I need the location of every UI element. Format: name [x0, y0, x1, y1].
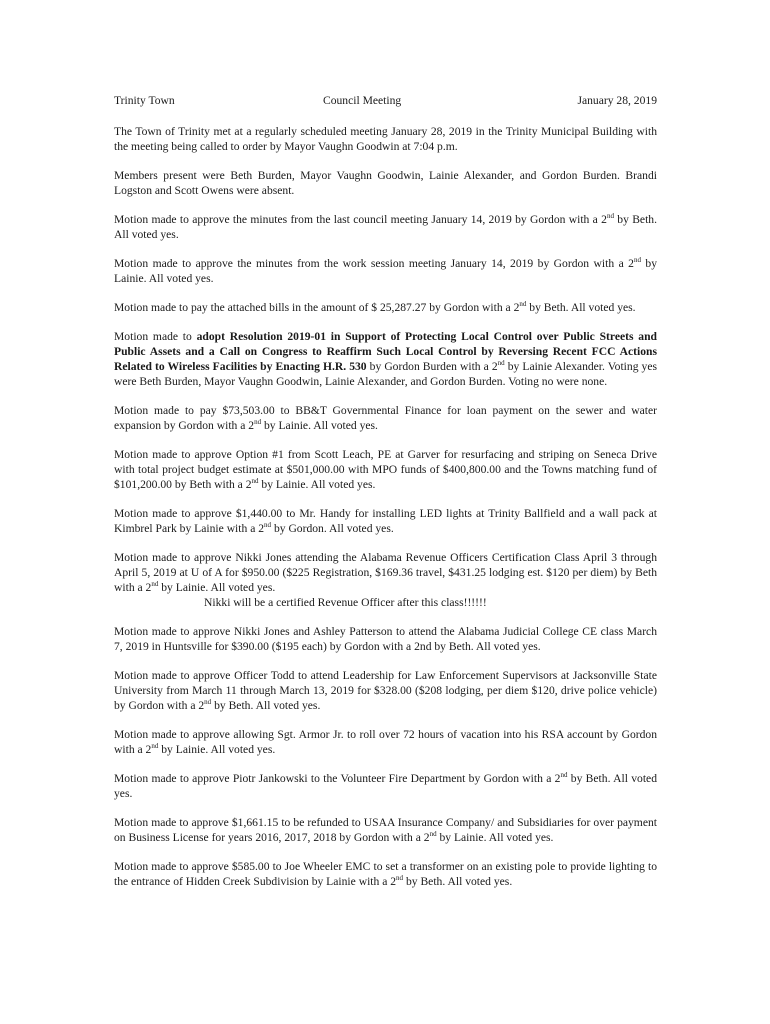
- paragraph-motion-revenue-class: Motion made to approve Nikki Jones attending the Alabama Revenue Officers Certification Class April 3 through April 5, 2019 at U of A for $950.00 ($225 Registration, $169.36 travel, $431.25 lodging est. $120 per diem) by Beth with a 2nd by Lainie. All voted yes. Nikki will be a certified Revenue Officer after this class!!!!!!: [114, 551, 657, 609]
- paragraph-motion-resolution: Motion made to adopt Resolution 2019-01 in Support of Protecting Local Control over Public Streets and Public Assets and a Call on Congress to Reaffirm Such Local Control by Reversing Recent FCC Actions Related to Wireless Facilities by Enacting H.R. 530 by Gordon Burden with a 2nd by Lainie Alexander. Voting yes were Beth Burden, Mayor Vaughn Goodwin, Lainie Alexander, and Gordon Burden. Voting no were none.: [114, 330, 657, 388]
- paragraph-motion-seneca-drive: Motion made to approve Option #1 from Scott Leach, PE at Garver for resurfacing and striping on Seneca Drive with total project budget estimate at $501,000.00 with MPO funds of $400,800.00 and the Towns matching fund of $101,200.00 by Beth with a 2nd by Lainie. All voted yes.: [114, 448, 657, 491]
- paragraph-motion-vacation-rollover: Motion made to approve allowing Sgt. Armor Jr. to roll over 72 hours of vacation into his RSA account by Gordon with a 2nd by Lainie. All voted yes.: [114, 728, 657, 756]
- paragraph-motion-led-lights: Motion made to approve $1,440.00 to Mr. Handy for installing LED lights at Trinity Ballfield and a wall pack at Kimbrel Park by Lainie with a 2nd by Gordon. All voted yes.: [114, 507, 657, 535]
- paragraph-motion-loan-payment: Motion made to pay $73,503.00 to BB&T Governmental Finance for loan payment on the sewer and water expansion by Gordon with a 2nd by Lainie. All voted yes.: [114, 404, 657, 432]
- header-town: Trinity Town: [114, 94, 175, 107]
- paragraph-motion-minutes-council: Motion made to approve the minutes from the last council meeting January 14, 2019 by Gordon with a 2nd by Beth. All voted yes.: [114, 212, 657, 241]
- header-meeting: Council Meeting: [322, 94, 402, 107]
- revenue-officer-note: Nikki will be a certified Revenue Officer after this class!!!!!!: [204, 596, 487, 609]
- paragraph-motion-usaa-refund: Motion made to approve $1,661.15 to be refunded to USAA Insurance Company/ and Subsidiaries for over payment on Business License for years 2016, 2017, 2018 by Gordon with a 2nd by Lainie. All voted yes.: [114, 816, 657, 844]
- paragraph-motion-officer-todd: Motion made to approve Officer Todd to attend Leadership for Law Enforcement Supervisors at Jacksonville State University from March 11 through March 13, 2019 for $328.00 ($208 lodging, per diem $120, drive police vehicle) by Gordon with a 2nd by Beth. All voted yes.: [114, 669, 657, 712]
- resolution-title: adopt Resolution 2019-01 in Support of Protecting Local Control over Public Streets and Public Assets and a Call on Congress to Reaffirm Such Local Control by Reversing Recent FCC Actions Related to Wireless Facilities by Enacting H.R. 530: [114, 330, 657, 373]
- document-header: [114, 93, 657, 108]
- paragraph-motion-judicial-college: Motion made to approve Nikki Jones and Ashley Patterson to attend the Alabama Judicial College CE class March 7, 2019 in Huntsville for $390.00 ($195 each) by Gordon with a 2nd by Beth. All voted yes.: [114, 625, 657, 653]
- paragraph-motion-fire-department: Motion made to approve Piotr Jankowski to the Volunteer Fire Department by Gordon with a 2nd by Beth. All voted yes.: [114, 771, 658, 800]
- paragraph-call-to-order: The Town of Trinity met at a regularly scheduled meeting January 28, 2019 in the Trinity Municipal Building with the meeting being called to order by Mayor Vaughn Goodwin at 7:04 p.m.: [114, 125, 657, 153]
- paragraph-motion-bills: Motion made to pay the attached bills in the amount of $ 25,287.27 by Gordon with a 2nd by Beth. All voted yes.: [114, 300, 636, 314]
- minutes-page: [114, 93, 657, 903]
- header-date: January 28, 2019: [577, 94, 657, 107]
- paragraph-attendance: Members present were Beth Burden, Mayor Vaughn Goodwin, Lainie Alexander, and Gordon Burden. Brandi Logston and Scott Owens were absent.: [114, 169, 657, 197]
- paragraph-motion-minutes-work-session: Motion made to approve the minutes from the work session meeting January 14, 2019 by Gordon with a 2nd by Lainie. All voted yes.: [114, 256, 657, 285]
- paragraph-motion-transformer: Motion made to approve $585.00 to Joe Wheeler EMC to set a transformer on an existing pole to provide lighting to the entrance of Hidden Creek Subdivision by Lainie with a 2nd by Beth. All voted yes.: [114, 860, 657, 888]
